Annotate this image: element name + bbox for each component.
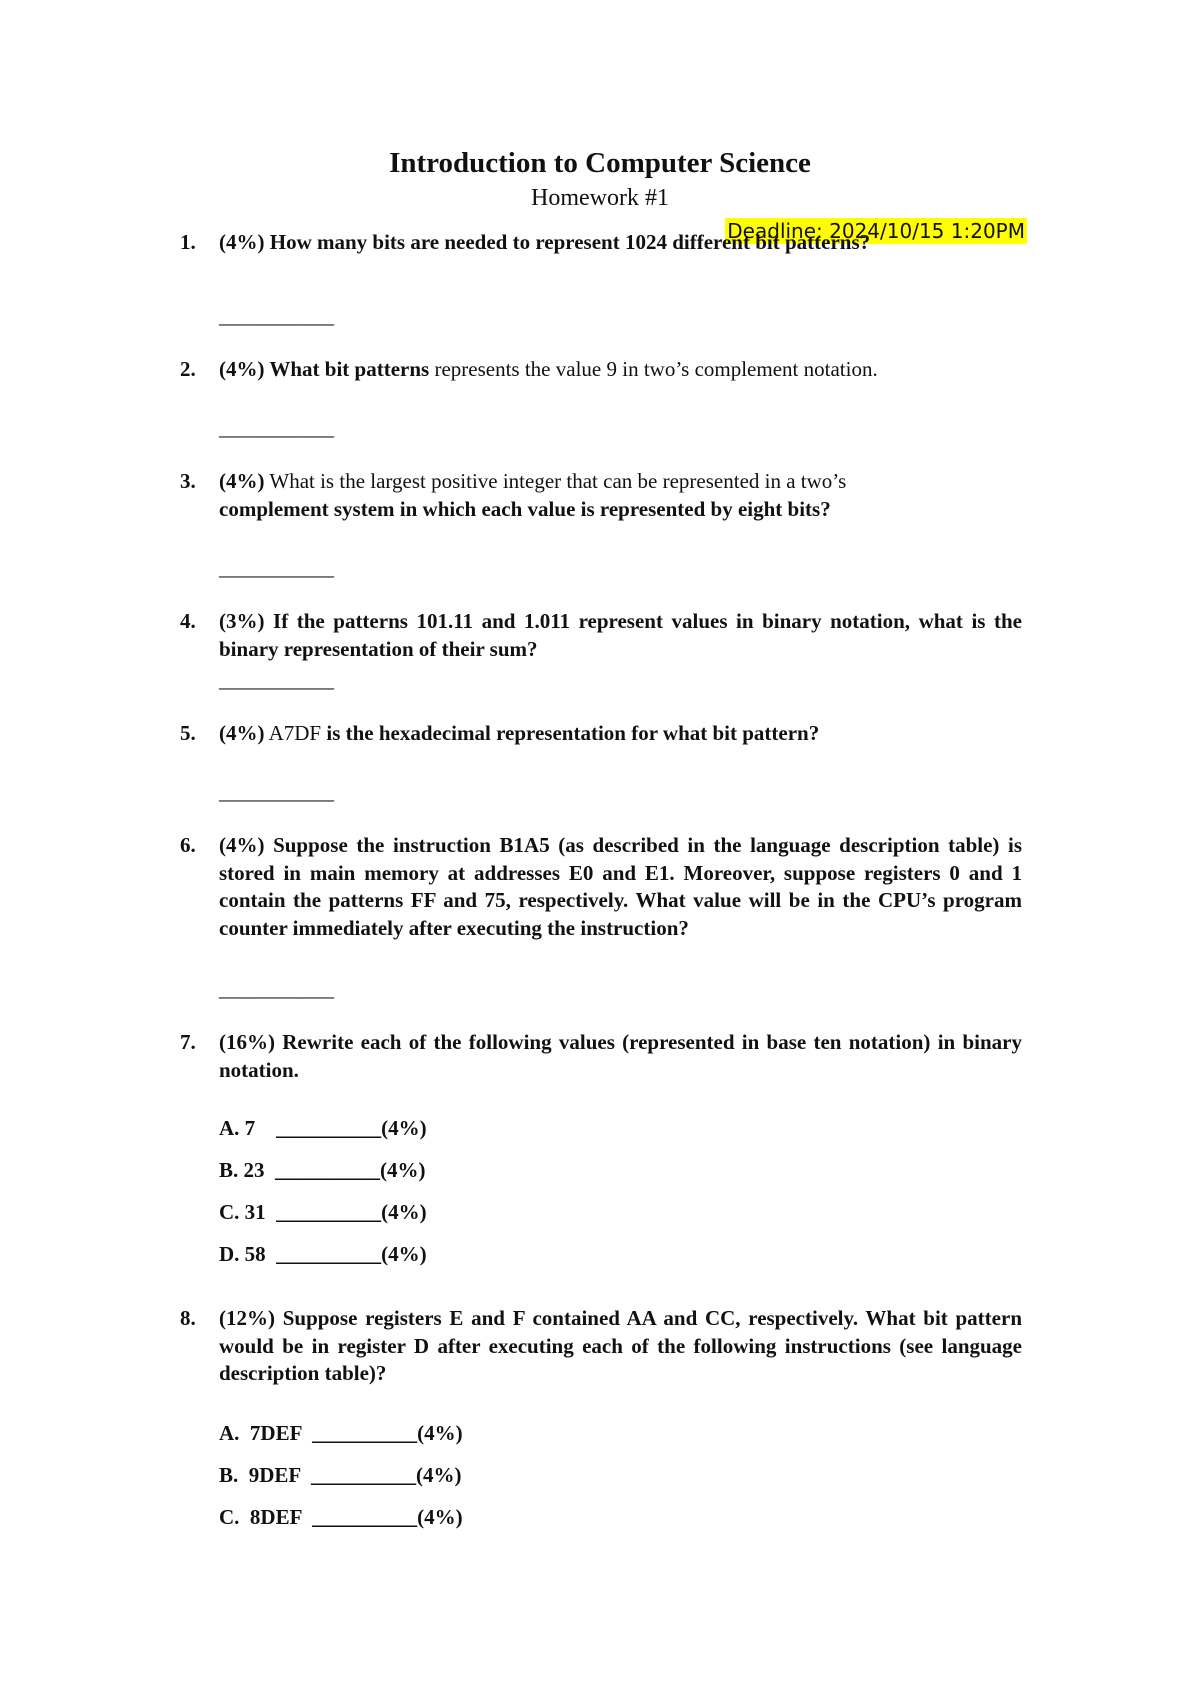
question-7-option-d[interactable]: D. 58 __________(4%) <box>219 1242 427 1266</box>
question-text <box>219 356 1022 384</box>
page-subtitle: Homework #1 <box>531 185 669 211</box>
answer-blank[interactable]: ____________ <box>219 416 333 440</box>
question-number: 6. <box>180 833 196 857</box>
question-number: 1. <box>180 230 196 254</box>
question-weight: (4%) <box>219 469 265 493</box>
question-number: 8. <box>180 1306 196 1330</box>
question-8-option-a[interactable]: A. 7DEF __________(4%) <box>219 1421 463 1445</box>
question-text <box>219 1029 1022 1084</box>
question-number: 4. <box>180 609 196 633</box>
deadline-highlight: Deadline: 2024/10/15 1:20PM <box>727 219 1025 243</box>
question-1 <box>180 229 1022 257</box>
answer-blank[interactable]: ____________ <box>219 977 333 1001</box>
question-8-option-b[interactable]: B. 9DEF __________(4%) <box>219 1463 462 1487</box>
answer-blank[interactable]: ____________ <box>219 556 333 580</box>
question-body: Suppose registers E and F contained AA and CC, respectively. What bit pattern would be in register D after executing each of the following instructions (see language description table)? <box>219 1306 1022 1385</box>
question-number: 3. <box>180 469 196 493</box>
question-weight: (16%) <box>219 1030 275 1054</box>
question-number: 7. <box>180 1030 196 1054</box>
question-6 <box>180 832 1022 942</box>
answer-blank[interactable]: ____________ <box>219 304 333 328</box>
question-weight: (4%) <box>219 721 265 745</box>
question-7-option-a[interactable]: A. 7 __________(4%) <box>219 1116 427 1140</box>
question-number: 2. <box>180 357 196 381</box>
question-weight: (4%) <box>219 230 265 254</box>
page-title: Introduction to Computer Science <box>389 147 811 179</box>
question-body: How many bits are needed to represent 1024 different bit patterns? <box>264 230 871 254</box>
question-body: Rewrite each of the following values (represented in base ten notation) in binary notation. <box>219 1030 1022 1082</box>
question-body: If the patterns 101.11 and 1.011 represent values in binary notation, what is the binary representation of their sum? <box>219 609 1022 661</box>
question-body: What is the largest positive integer that can be represented in a two’s <box>264 469 847 493</box>
question-body-bold: is the hexadecimal representation for what bit pattern? <box>321 721 820 745</box>
question-text <box>219 832 1022 942</box>
question-body: represents the value 9 in two’s complement notation. <box>429 357 878 381</box>
question-text <box>219 1305 1022 1388</box>
question-body: A7DF <box>264 721 322 745</box>
question-8 <box>180 1305 1022 1388</box>
question-4 <box>180 608 1022 663</box>
answer-blank[interactable]: ____________ <box>219 668 333 692</box>
question-text <box>219 720 1022 748</box>
question-3 <box>180 468 1022 523</box>
question-weight: (4%) <box>219 357 265 381</box>
question-text <box>219 608 1022 663</box>
question-7-option-c[interactable]: C. 31 __________(4%) <box>219 1200 427 1224</box>
question-text <box>219 229 1022 257</box>
question-7 <box>180 1029 1022 1084</box>
question-text <box>219 468 1022 523</box>
question-5 <box>180 720 1022 748</box>
question-weight: (3%) <box>219 609 265 633</box>
question-2 <box>180 356 1022 384</box>
question-body: Suppose the instruction B1A5 (as described in the language description table) is stored in main memory at addresses E0 and E1. Moreover, suppose registers 0 and 1 contain the patterns FF and 75, respectively. What value will be in the CPU’s program counter immediately after executing the instruction? <box>219 833 1022 940</box>
answer-blank[interactable]: ____________ <box>219 780 333 804</box>
question-number: 5. <box>180 721 196 745</box>
question-7-option-b[interactable]: B. 23 __________(4%) <box>219 1158 426 1182</box>
question-weight: (4%) <box>219 833 265 857</box>
question-8-option-c[interactable]: C. 8DEF __________(4%) <box>219 1505 463 1529</box>
question-body-bold: What bit patterns <box>264 357 430 381</box>
question-body-bold: complement system in which each value is represented by eight bits? <box>219 496 831 521</box>
question-weight: (12%) <box>219 1306 275 1330</box>
